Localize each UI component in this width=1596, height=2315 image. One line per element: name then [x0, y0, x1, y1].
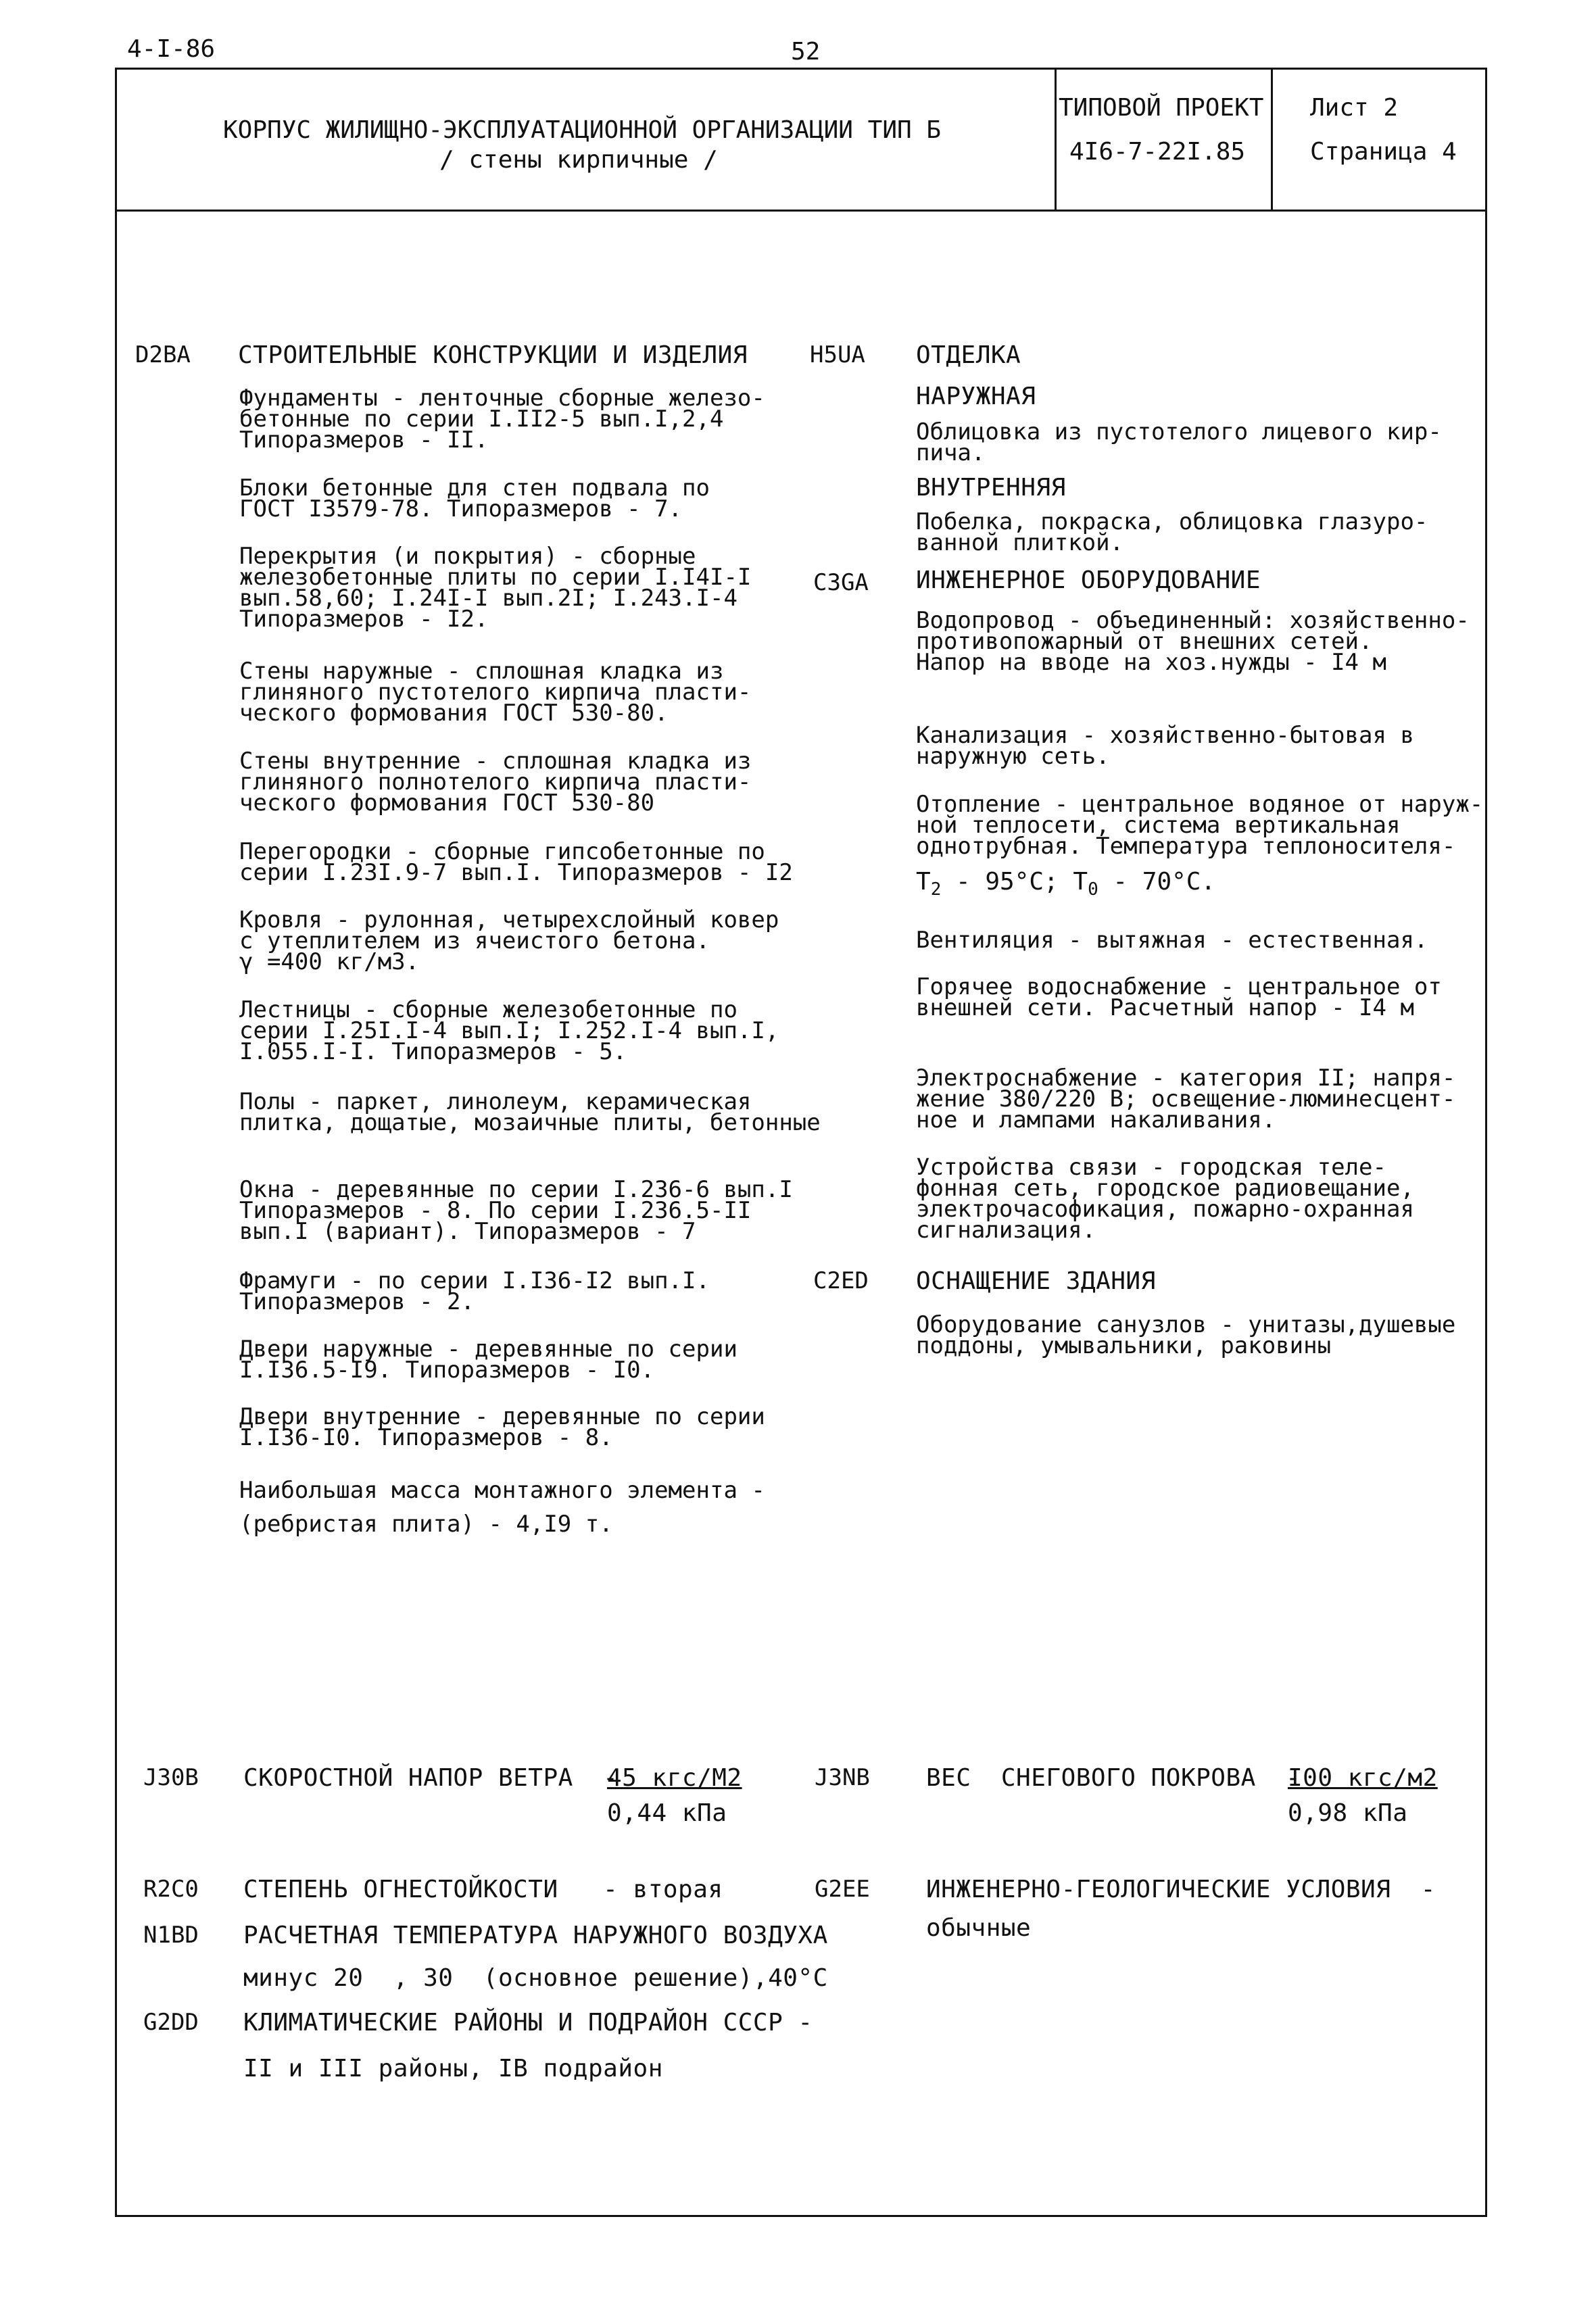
snow-value: I00 кгс/м2 [1288, 1764, 1438, 1792]
finish-heading: ОТДЕЛКА [916, 341, 1021, 369]
eng-hot-water: Горячее водоснабжение - центральное от внешней сети. Расчетный напор - I4 м [916, 973, 1442, 1021]
eng-power: Электроснабжение - категория II; напря- жение 380/220 В; освещение-люминесцент- ное и лампами накаливания. [916, 1065, 1456, 1134]
outdoor-temp-value: минус 20 , 30 (основное решение),40°C [243, 1964, 828, 1992]
header-title: КОРПУС ЖИЛИЩНО-ЭКСПЛУАТАЦИОННОЙ ОРГАНИЗАЦИИ ТИП Б [223, 116, 942, 144]
project-label: ТИПОВОЙ ПРОЕКТ [1059, 94, 1264, 122]
climate-label: КЛИМАТИЧЕСКИЕ РАЙОНЫ И ПОДРАЙОН СССР - [243, 2009, 813, 2037]
header-col-divider-1 [1055, 68, 1057, 211]
code-fire: R2C0 [143, 1876, 199, 1903]
header-subtitle: / стены кирпичные / [439, 146, 718, 174]
item-roofing: Кровля - рулонная, четырехслойный ковер с утеплителем из ячеистого бетона. γ =400 кг/м3. [239, 906, 779, 975]
item-outer-doors: Двери наружные - деревянные по серии I.I36.5-I9. Типоразмеров - I0. [239, 1336, 737, 1384]
section-code-equipment: C2ED [813, 1267, 869, 1294]
geology-value: обычные [926, 1914, 1032, 1942]
item-stairs: Лестницы - сборные железобетонные по серии I.25I.I-4 вып.I; I.252.I-4 вып.I, I.055.I-I. Типоразмеров - 5. [239, 996, 779, 1065]
code-wind: J30B [143, 1764, 199, 1791]
document-number: 4-I-86 [127, 35, 216, 63]
construction-heading: СТРОИТЕЛЬНЫЕ КОНСТРУКЦИИ И ИЗДЕЛИЯ [238, 341, 748, 369]
item-foundations: Фундаменты - ленточные сборные железо- бетонные по серии I.II2-5 вып.I,2,4 Типоразмеров - II. [239, 385, 765, 454]
temp-t2-sub: 2 [930, 879, 942, 900]
section-code-construction: D2BA [135, 341, 191, 368]
eng-communications: Устройства связи - городская теле- фонная сеть, городское радиовещание, электрочасофикация, пожарно-охранная сигнализация. [916, 1154, 1414, 1244]
eng-sewage: Канализация - хозяйственно-бытовая в наружную сеть. [916, 722, 1414, 770]
wind-value-kpa: 0,44 кПа [607, 1799, 727, 1827]
item-windows: Окна - деревянные по серии I.236-6 вып.I Типоразмеров - 8. По серии I.236.5-II вып.I (вариант). Типоразмеров - 7 [239, 1176, 793, 1245]
outdoor-temp-label: РАСЧЕТНАЯ ТЕМПЕРАТУРА НАРУЖНОГО ВОЗДУХА [243, 1922, 828, 1949]
item-inner-walls: Стены внутренние - сплошная кладка из глиняного полнотелого кирпича пласти- ческого формования ГОСТ 530-80 [239, 748, 752, 817]
climate-value: II и III районы, IB подрайон [243, 2055, 663, 2082]
temp-mid: - 95°C; T [941, 868, 1088, 896]
eng-heating: Отопление - центральное водяное от наруж- ной теплосети, система вертикальная однотрубная. Температура теплоносителя- [916, 791, 1484, 860]
eng-ventilation: Вентиляция - вытяжная - естественная. [916, 927, 1428, 954]
eng-water-supply: Водопровод - объединенный: хозяйственно- противопожарный от внешних сетей. Напор на вводе на хоз.нужды - I4 м [916, 607, 1470, 676]
eng-heating-temperatures [916, 868, 1216, 900]
project-number: 4I6-7-22I.85 [1069, 138, 1246, 166]
geology-label: ИНЖЕНЕРНО-ГЕОЛОГИЧЕСКИЕ УСЛОВИЯ - [926, 1876, 1436, 1903]
equipment-heading: ОСНАЩЕНИЕ ЗДАНИЯ [916, 1267, 1156, 1295]
wind-value: 45 кгс/М2 [607, 1764, 742, 1792]
item-transoms: Фрамуги - по серии I.I36-I2 вып.I. Типоразмеров - 2. [239, 1267, 710, 1315]
code-outdoor-temp: N1BD [143, 1922, 199, 1949]
section-code-engineering: C3GA [813, 569, 869, 596]
finish-inner-text: Побелка, покраска, облицовка глазуро- ванной плиткой. [916, 508, 1428, 556]
finish-outer-text: Облицовка из пустотелого лицевого кир- пича. [916, 418, 1442, 466]
item-basement-blocks: Блоки бетонные для стен подвала по ГОСТ I3579-78. Типоразмеров - 7. [239, 474, 710, 522]
wind-label: СКОРОСТНОЙ НАПОР ВЕТРА - [243, 1764, 619, 1792]
item-outer-walls: Стены наружные - сплошная кладка из глиняного пустотелого кирпича пласти- ческого формования ГОСТ 530-80. [239, 658, 752, 727]
code-geology: G2EE [815, 1876, 870, 1903]
header-divider [115, 210, 1487, 212]
code-climate: G2DD [143, 2009, 199, 2036]
temp-t0-sub: 0 [1088, 879, 1098, 900]
item-flooring: Полы - паркет, линолеум, керамическая плитка, дощатые, мозаичные плиты, бетонные [239, 1088, 821, 1136]
finish-inner-heading: ВНУТРЕННЯЯ [916, 474, 1066, 502]
equipment-text: Оборудование санузлов - унитазы,душевые поддоны, умывальники, раковины [916, 1311, 1456, 1359]
engineering-heading: ИНЖЕНЕРНОЕ ОБОРУДОВАНИЕ [916, 566, 1261, 594]
section-code-finish: H5UA [810, 341, 865, 368]
finish-outer-heading: НАРУЖНАЯ [916, 383, 1036, 410]
sheet-label: Лист 2 [1310, 94, 1399, 122]
item-inner-doors: Двери внутренние - деревянные по серии I.I36-I0. Типоразмеров - 8. [239, 1403, 765, 1451]
item-partitions: Перегородки - сборные гипсобетонные по серии I.23I.9-7 вып.I. Типоразмеров - I2 [239, 838, 793, 886]
code-snow: J3NB [815, 1764, 870, 1791]
item-max-mass: Наибольшая масса монтажного элемента - (ребристая плита) - 4,I9 т. [239, 1477, 765, 1538]
fire-resistance: СТЕПЕНЬ ОГНЕСТОЙКОСТИ - вторая [243, 1876, 723, 1903]
snow-label: ВЕС СНЕГОВОГО ПОКРОВА - [926, 1764, 1301, 1792]
snow-value-kpa: 0,98 кПа [1288, 1799, 1408, 1827]
page-number: 52 [791, 38, 821, 66]
header-col-divider-2 [1271, 68, 1273, 211]
temp-end: - 70°C. [1098, 868, 1216, 896]
item-floors-slabs: Перекрытия (и покрытия) - сборные железобетонные плиты по серии I.I4I-I вып.58,60; I.24I-I вып.2I; I.243.I-4 Типоразмеров - I2. [239, 543, 752, 633]
page-label: Страница 4 [1310, 138, 1457, 166]
temp-t2-letter: T [916, 868, 931, 896]
